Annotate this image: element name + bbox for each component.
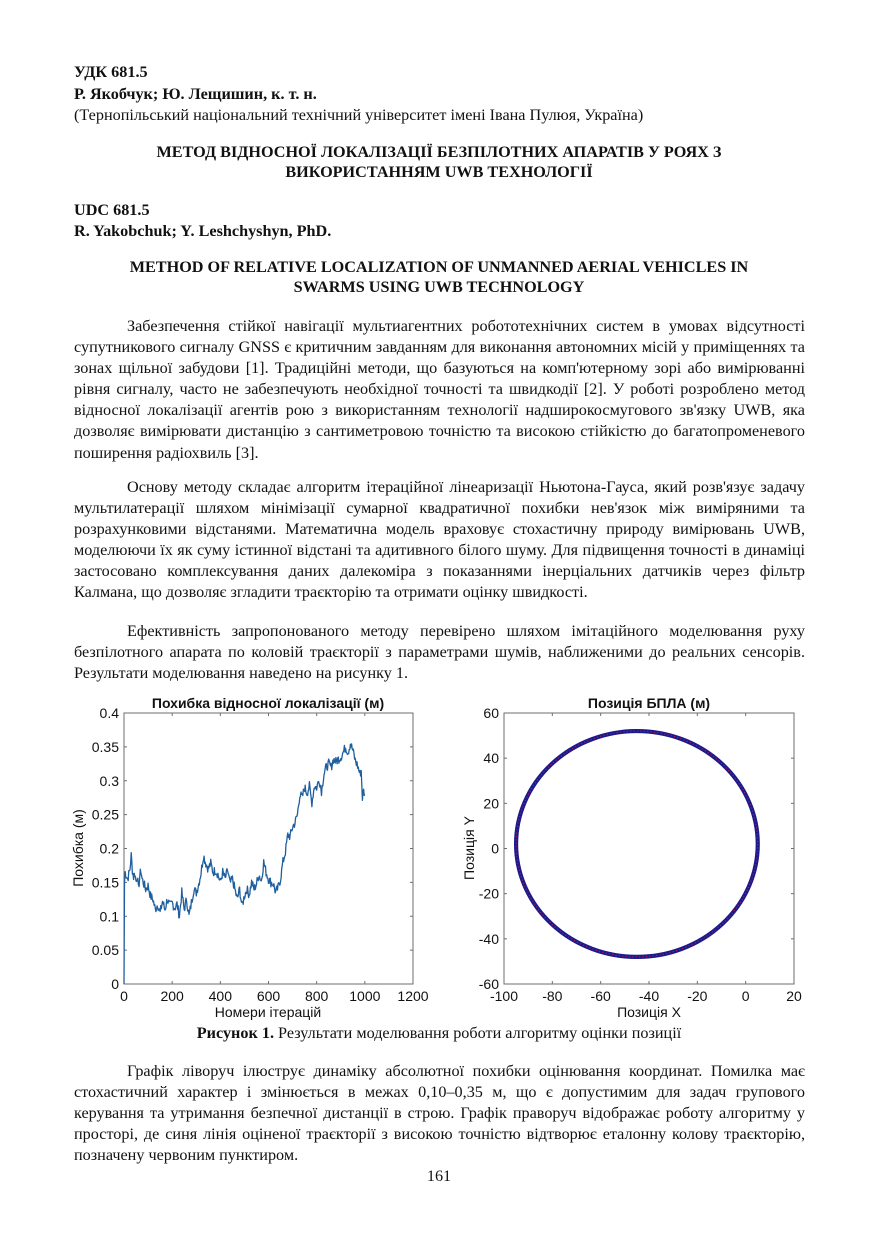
y-tick-label: -60 (478, 976, 499, 992)
authors-en: R. Yakobchuk; Y. Leshchyshyn, PhD. (74, 222, 332, 240)
y-tick-label: 0 (491, 840, 499, 857)
page-number: 161 (426, 1167, 452, 1185)
x-tick-label: 800 (304, 988, 329, 1004)
y-tick-label: 0 (111, 976, 119, 992)
x-tick-label: 200 (160, 988, 184, 1004)
x-tick-label: 1200 (397, 988, 429, 1004)
position-chart-ylabel: Позиція Y (461, 816, 477, 880)
title-en-line1: METHOD OF RELATIVE LOCALIZATION OF UNMANNED AERIAL VEHICLES IN (129, 258, 749, 276)
error-chart-title: Похибка відносної локалізації (м) (151, 695, 385, 711)
y-tick-label: 0.1 (99, 908, 119, 925)
x-tick-label: -40 (638, 988, 660, 1004)
figure-caption (74, 1023, 804, 1043)
position-chart (450, 690, 820, 1025)
paragraph-4: Графік ліворуч ілюструє динаміку абсолютної похибки оцінювання координат. Помилка має стохастичний характер і змінюється в межах 0,10–0,35 м, що є допустимим для задач групового керування та утримання безпечної дистанції в строю. Графік праворуч відображає роботу алгоритму у просторі, де синя лінія оціненої траєкторії з високою точністю відтворює еталонну колову траєкторію, позначену червоним пунктиром. (74, 1062, 805, 1165)
y-tick-label: 0.35 (91, 738, 119, 755)
x-tick-label: -80 (542, 988, 563, 1004)
x-tick-label: 600 (256, 988, 281, 1004)
title-en-line2: SWARMS USING UWB TECHNOLOGY (293, 278, 585, 296)
paragraph-1: Забезпечення стійкої навігації мультиагентних робототехнічних систем в умовах відсутності супутникового сигналу GNSS є критичним завданням для виконання автономних місій у приміщеннях та зонах щільної забудови [1]. Традиційні методи, що базуються на комп'ютерному зорі або вимірюванні рівня сигналу, часто не забезпечують необхідної точності та швидкодії [2]. У роботі розроблено метод відносної локалізації агентів рою з використанням технології надширокосмугового зв'язку UWB, яка дозволяє вимірювати дистанцію з сантиметровою точністю та високою стійкістю до багатопроменевого поширення радіохвиль [3]. (74, 317, 805, 462)
error-chart-ylabel: Похибка (м) (70, 809, 86, 887)
paragraph-3: Ефективність запропонованого методу перевірено шляхом імітаційного моделювання руху безпілотного апарата по коловій траєкторії з параметрами шумів, наближеними до реальних сенсорів. Результати моделювання наведено на рисунку 1. (74, 622, 805, 683)
x-tick-label: -60 (590, 988, 611, 1004)
x-tick-label: -100 (489, 988, 519, 1004)
authors-ua: Р. Якобчук; Ю. Лещишин, к. т. н. (74, 85, 317, 103)
y-tick-label: 0.05 (91, 942, 119, 959)
y-tick-label: 0.2 (99, 840, 119, 857)
y-tick-label: -20 (478, 885, 499, 902)
x-tick-label: -20 (687, 988, 708, 1004)
x-tick-label: 20 (786, 988, 802, 1004)
position-chart-svg (450, 690, 820, 1025)
y-tick-label: 60 (483, 705, 499, 721)
title-ua-line2: ВИКОРИСТАННЯМ UWB ТЕХНОЛОГІЇ (285, 163, 593, 181)
y-tick-label: 40 (483, 750, 499, 767)
paragraph-2: Основу методу складає алгоритм ітераційної лінеаризації Ньютона-Гауса, який розв'язує задачу мультилатерації шляхом мінімізації сумарної квадратичної похибки нев'язок між виміряними та розрахунковими відстанями. Математична модель враховує стохастичну природу вимірювань UWB, моделюючи їх як суму істинної відстані та адитивного білого шуму. Для підвищення точності в динаміці застосовано комплексування даних далекоміра з показаннями інерціальних датчиків через фільтр Калмана, що дозволяє згладити траєкторію та отримати оцінку швидкості. (74, 478, 805, 602)
figure-caption-text: Результати моделювання роботи алгоритму оцінки позиції (274, 1024, 682, 1042)
figure-caption-label: Рисунок 1. (196, 1024, 274, 1042)
title-ua-line1: МЕТОД ВІДНОСНОЇ ЛОКАЛІЗАЦІЇ БЕЗПІЛОТНИХ АПАРАТІВ У РОЯХ З (156, 143, 722, 161)
x-tick-label: 1000 (349, 988, 381, 1004)
affiliation-ua: (Тернопільський національний технічний університет імені Івана Пулюя, Україна) (74, 106, 644, 124)
y-tick-label: 0.4 (99, 705, 119, 721)
y-tick-label: 0.3 (99, 772, 119, 789)
position-chart-xlabel: Позиція X (617, 1004, 681, 1020)
x-tick-label: 0 (120, 988, 128, 1004)
error-chart-axes (124, 713, 413, 984)
error-chart-svg (60, 690, 445, 1025)
y-tick-label: 0.25 (91, 806, 119, 823)
error-chart (60, 690, 445, 1025)
position-chart-title: Позиція БПЛА (м) (587, 695, 711, 711)
y-tick-label: 0.15 (91, 874, 119, 891)
udk-ua: УДК 681.5 (74, 63, 148, 81)
y-tick-label: -40 (478, 930, 499, 947)
x-tick-label: 400 (208, 988, 233, 1004)
udc-en: UDC 681.5 (74, 201, 150, 219)
x-tick-label: 0 (741, 988, 750, 1004)
y-tick-label: 20 (483, 795, 499, 812)
error-chart-xlabel: Номери ітерацій (214, 1004, 322, 1020)
position-chart-axes (504, 713, 794, 984)
